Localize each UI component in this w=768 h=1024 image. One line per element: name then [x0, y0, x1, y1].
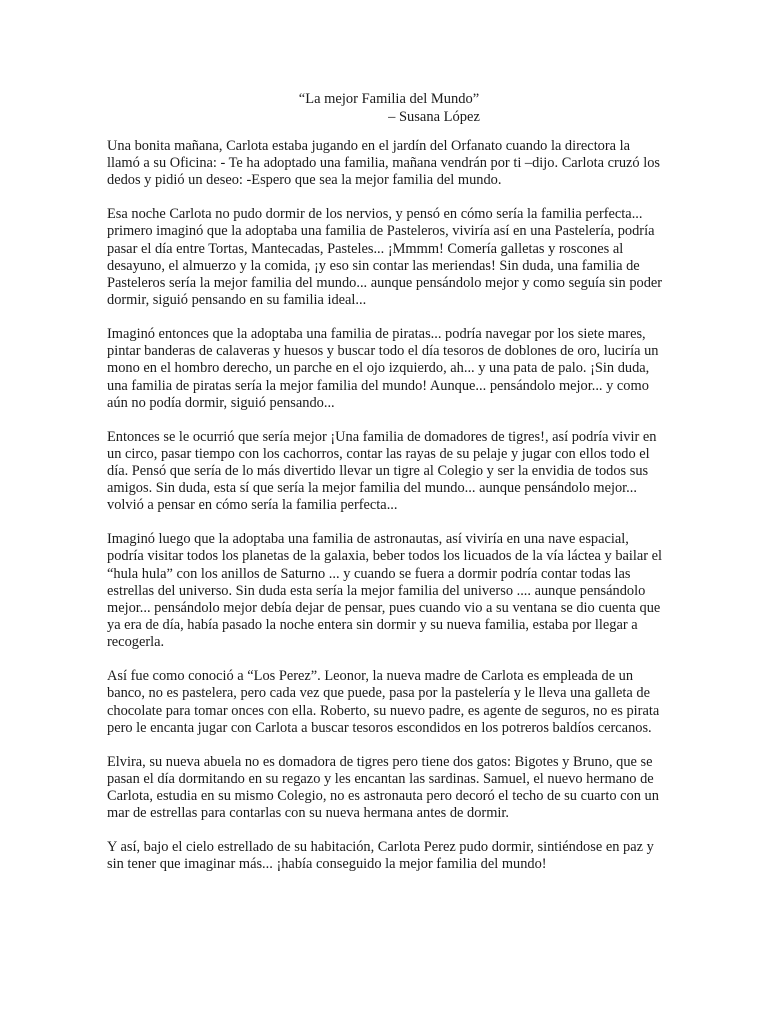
paragraph: Y así, bajo el cielo estrellado de su habitación, Carlota Perez pudo dormir, sintiéndose en paz y sin tener que imaginar más... ¡había conseguido la mejor familia del mundo!	[107, 839, 654, 873]
paragraph: Elvira, su nueva abuela no es domadora de tigres pero tiene dos gatos: Bigotes y Bruno, que se pasan el día dormitando en su regazo y les encantan las sardinas. Samuel, el nuevo hermano de Carlota, estudia en su mismo Colegio, no es astronauta pero decoró el techo de su cuarto con un mar de estrellas para contarlas con su nueva hermana antes de dormir.	[107, 753, 659, 822]
paragraph: Entonces se le ocurrió que sería mejor ¡Una familia de domadores de tigres!, así podría vivir en un circo, pasar tiempo con los cachorros, contar las rayas de su pelaje y jugar con ellos todo el día. Pensó que sería de lo más divertido llevar un tigre al Colegio y ser la envidia de todos sus amigos. Sin duda, esta sí que sería la mejor familia del mundo... aunque pensándolo mejor... volvió a pensar en cómo sería la familia perfecta...	[107, 428, 657, 514]
document-header	[0, 90, 768, 126]
document-body	[107, 138, 663, 890]
paragraph: Imaginó entonces que la adoptaba una familia de piratas... podría navegar por los siete mares, pintar banderas de calaveras y huesos y buscar todo el día tesoros de doblones de oro, luciría un mono en el hombro derecho, un parche en el ojo izquierdo, ah... y una pata de palo. ¡Sin duda, una familia de piratas sería la mejor familia del mundo! Aunque... pensándolo mejor... y como aún no podía dormir, siguió pensando...	[107, 326, 659, 411]
document-title: “La mejor Familia del Mundo”	[298, 91, 480, 107]
paragraph: Imaginó luego que la adoptaba una familia de astronautas, así viviría en una nave espacial, podría visitar todos los planetas de la galaxia, beber todos los licuados de la vía láctea y bailar el “hula hula” con los anillos de Saturno ... y cuando se fuera a dormir podría contar todas las estrellas del universo. Sin duda esta sería la mejor familia del universo .... aunque pensándolo mejor... pensándolo mejor debía dejar de pensar, pues cuando vio a su ventana se dio cuenta que ya era de día, había pasado la noche entera sin dormir y su nueva familia, estaba por llegar a recogerla.	[107, 531, 663, 651]
document-author: – Susana López	[388, 109, 480, 125]
paragraph: Esa noche Carlota no pudo dormir de los nervios, y pensó en cómo sería la familia perfecta... primero imaginó que la adoptaba una familia de Pasteleros, viviría así en una Pastelería, podría pasar el día entre Tortas, Mantecadas, Pasteles... ¡Mmmm! Comería galletas y roscones al desayuno, el almuerzo y la comida, ¡y eso sin contar las meriendas! Sin duda, una familia de Pasteleros sería la mejor familia del mundo... aunque pensándolo mejor y como seguía sin poder dormir, siguió pensando en su familia ideal...	[107, 206, 663, 309]
paragraph: Así fue como conoció a “Los Perez”. Leonor, la nueva madre de Carlota es empleada de un banco, no es pastelera, pero cada vez que puede, pasa por la pastelería y le lleva una galleta de chocolate para tomar onces con ella. Roberto, su nuevo padre, es agente de seguros, no es pirata pero le encanta jugar con Carlota a buscar tesoros escondidos en los potreros baldíos cercanos.	[107, 668, 660, 736]
paragraph: Una bonita mañana, Carlota estaba jugando en el jardín del Orfanato cuando la directora la llamó a su Oficina: - Te ha adoptado una familia, mañana vendrán por ti –dijo. Carlota cruzó los dedos y pidió un deseo: -Espero que sea la mejor familia del mundo.	[107, 138, 660, 189]
